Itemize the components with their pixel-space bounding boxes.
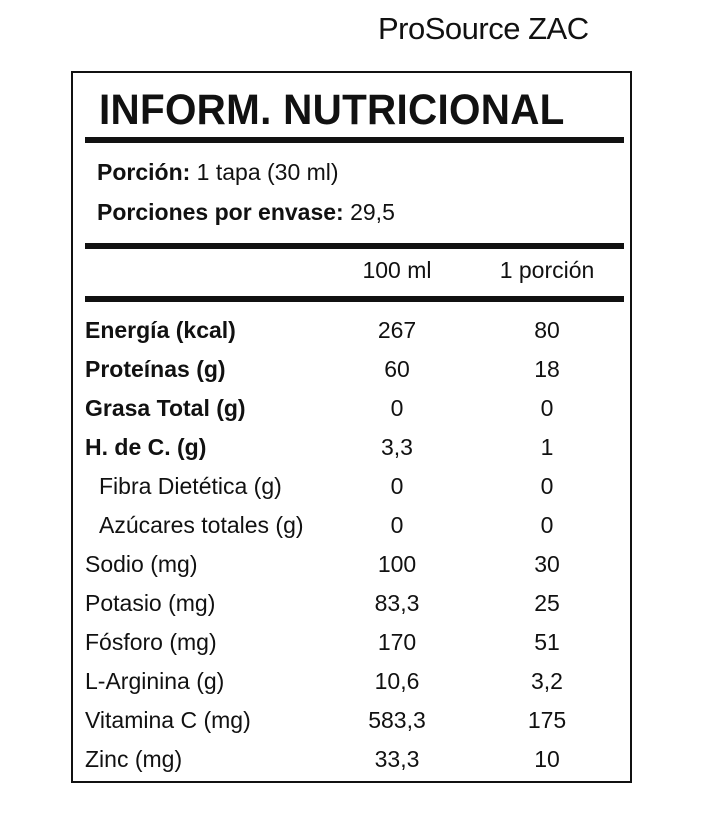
value-per-100ml: 0 (390, 473, 404, 499)
value-per-100ml: 170 (377, 629, 417, 655)
nutrient-name: Sodio (mg) (85, 551, 198, 577)
nutrient-name: Zinc (mg) (85, 746, 183, 772)
nutrient-name: Azúcares totales (g) (99, 512, 304, 538)
panel-title: INFORM. NUTRICIONAL (99, 86, 565, 134)
nutrient-name: Fibra Dietética (g) (99, 473, 282, 499)
column-header-serving: 1 porción (499, 257, 595, 283)
value-per-serving: 51 (534, 629, 560, 655)
nutrient-row (73, 506, 630, 545)
value-per-100ml: 3,3 (381, 434, 413, 460)
value-per-100ml: 0 (390, 512, 404, 538)
servings-per-container-label: Porciones por envase: (97, 199, 344, 225)
nutrient-row (73, 584, 630, 623)
nutrient-row (73, 662, 630, 701)
nutrient-row (73, 701, 630, 740)
value-per-serving: 18 (534, 356, 560, 382)
nutrient-row (73, 623, 630, 662)
value-per-serving: 1 (540, 434, 554, 460)
nutrient-name: Fósforo (mg) (85, 629, 217, 655)
column-header-100ml: 100 ml (362, 257, 432, 283)
servings-per-container (97, 197, 395, 227)
value-per-100ml: 60 (384, 356, 410, 382)
product-name: ProSource ZAC (378, 11, 589, 46)
servings-per-container-value: 29,5 (350, 199, 395, 225)
nutrient-name: Vitamina C (mg) (85, 707, 251, 733)
nutrient-row (73, 389, 630, 428)
value-per-serving: 175 (527, 707, 567, 733)
value-per-serving: 3,2 (531, 668, 563, 694)
value-per-100ml: 10,6 (374, 668, 420, 694)
divider-title (85, 137, 624, 143)
value-per-serving: 0 (540, 395, 554, 421)
nutrient-row (73, 311, 630, 350)
value-per-100ml: 33,3 (374, 746, 420, 772)
serving-size (97, 157, 339, 187)
value-per-100ml: 583,3 (368, 707, 426, 733)
nutrition-facts-panel (71, 71, 632, 783)
nutrient-name: Potasio (mg) (85, 590, 216, 616)
nutrient-row (73, 350, 630, 389)
value-per-serving: 10 (534, 746, 560, 772)
nutrient-row (73, 740, 630, 779)
value-per-serving: 30 (534, 551, 560, 577)
value-per-100ml: 267 (377, 317, 417, 343)
value-per-serving: 80 (534, 317, 560, 343)
nutrient-name: H. de C. (g) (85, 434, 207, 460)
value-per-100ml: 100 (377, 551, 417, 577)
serving-size-value: 1 tapa (30 ml) (196, 159, 339, 185)
divider-serving (85, 243, 624, 249)
value-per-serving: 0 (540, 473, 554, 499)
nutrient-table (73, 311, 630, 779)
value-per-100ml: 83,3 (374, 590, 420, 616)
nutrient-name: Energía (kcal) (85, 317, 236, 343)
nutrient-row (73, 545, 630, 584)
value-per-serving: 25 (534, 590, 560, 616)
nutrient-name: L-Arginina (g) (85, 668, 225, 694)
value-per-serving: 0 (540, 512, 554, 538)
value-per-100ml: 0 (390, 395, 404, 421)
serving-size-label: Porción: (97, 159, 191, 185)
nutrient-row (73, 428, 630, 467)
nutrient-name: Proteínas (g) (85, 356, 226, 382)
divider-header (85, 296, 624, 302)
nutrient-row (73, 467, 630, 506)
nutrient-name: Grasa Total (g) (85, 395, 246, 421)
